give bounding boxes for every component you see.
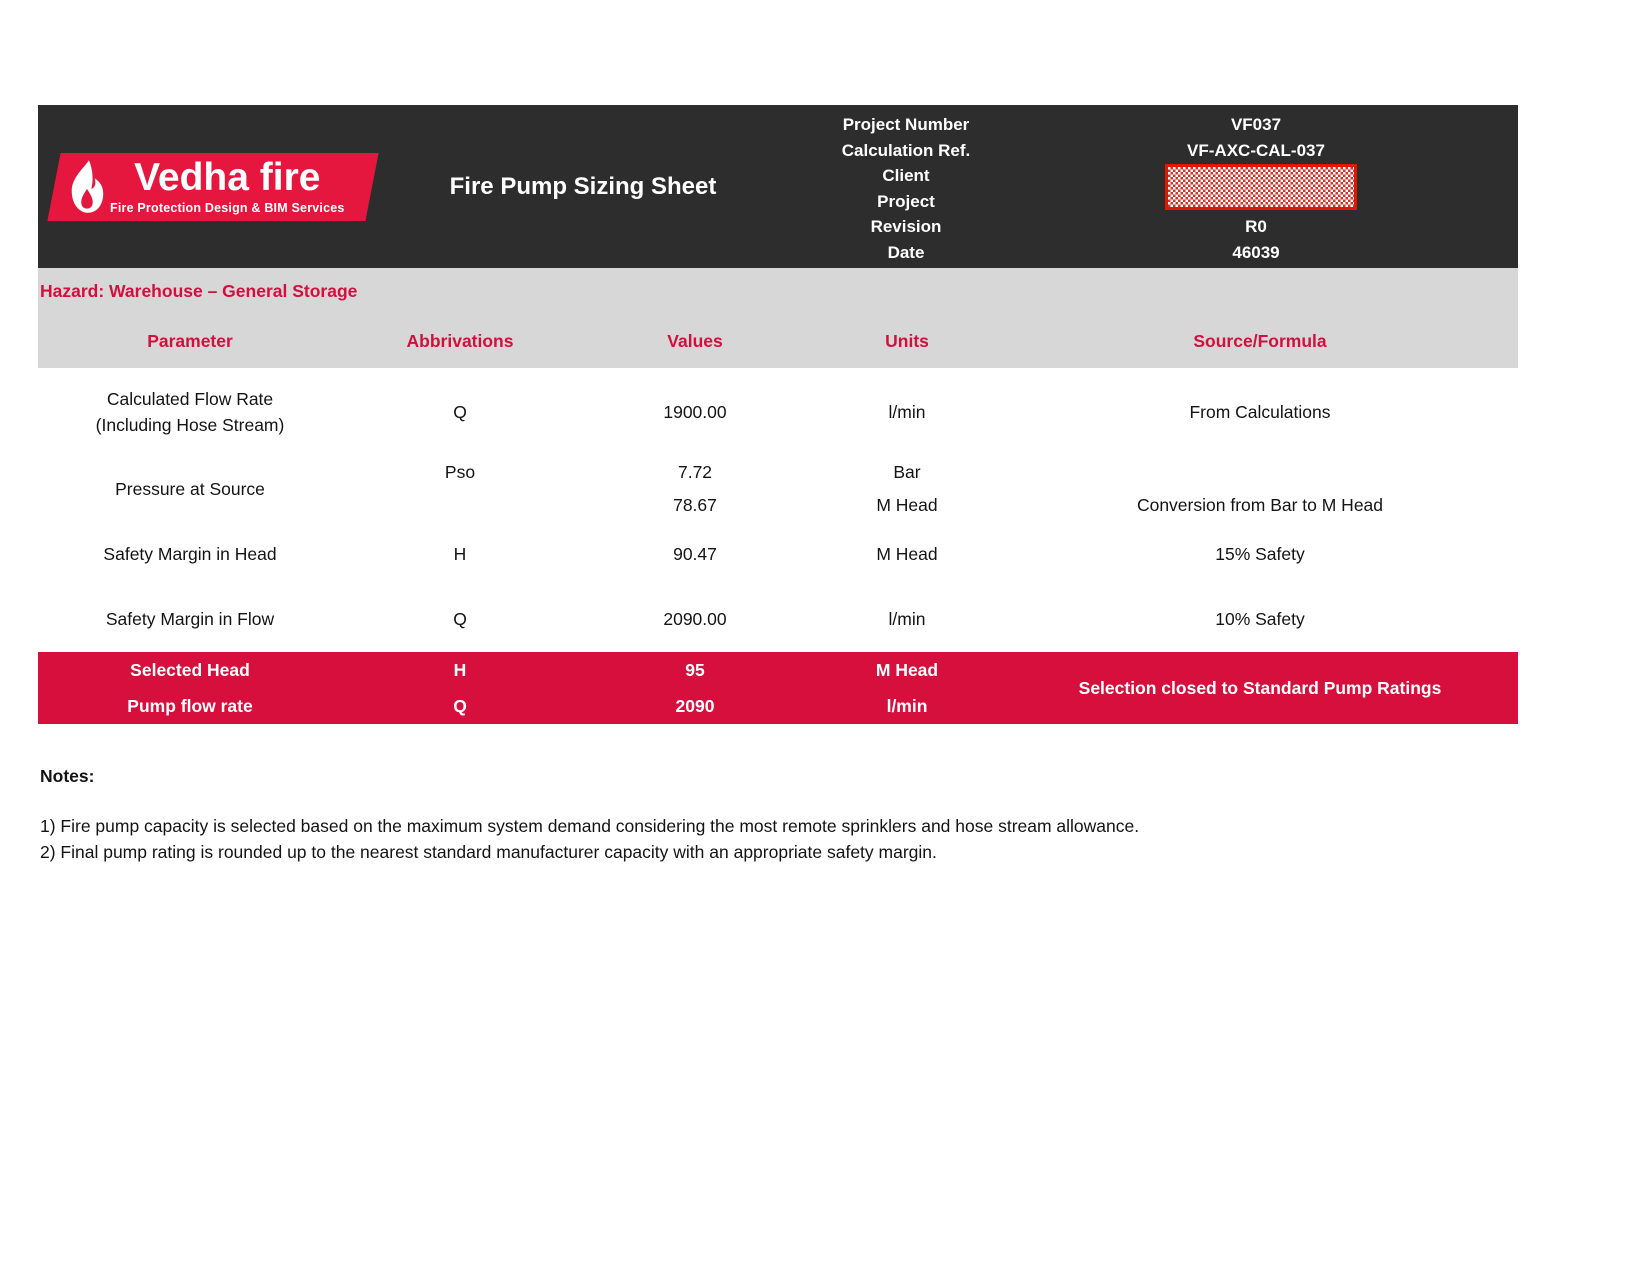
row-value: 90.47 [673,543,717,564]
selected-head-parameter: Selected Head [130,659,250,680]
brand-tagline: Fire Protection Design & BIM Services [110,201,345,215]
row-abbr: Q [453,401,467,422]
row-unit: l/min [888,401,926,422]
row-source: From Calculations [1189,401,1331,422]
header-band [38,105,1518,268]
sheet-content [38,105,1518,865]
row-abbr: Pso [444,462,476,482]
col-header-values: Values [667,330,723,351]
flame-icon [66,159,108,215]
row-abbr: Q [453,608,467,629]
row-source: 15% Safety [1215,543,1305,564]
info-label-date: Date [887,242,925,262]
table-row [38,368,1518,456]
info-label-project: Project [877,191,935,211]
brand-name: Vedha fire [134,156,321,199]
info-label-project-number: Project Number [842,115,970,134]
note-item-1: 1) Fire pump capacity is selected based on the maximum system demand considering the most remote sprinklers and hose stream allowance. [40,816,1140,836]
info-value-project-number: VF037 [1230,115,1282,134]
row-source: Conversion from Bar to M Head [1136,495,1384,515]
pump-flow-rate-unit: l/min [886,695,928,716]
table-row [38,586,1518,652]
row-abbr: H [453,543,467,564]
row-parameter: Pressure at Source [115,478,265,499]
row-value: 1900.00 [663,401,727,422]
client-project-redaction-box [1165,164,1357,210]
table-header-band [38,268,1518,368]
row-value: 78.67 [673,495,717,515]
vedha-fire-logo [54,153,372,221]
row-parameter: Safety Margin in Head [103,543,277,564]
info-label-revision: Revision [870,217,942,237]
row-unit: M Head [876,543,938,564]
selected-head-unit: M Head [875,659,939,680]
row-unit: Bar [893,462,921,482]
selected-head-abbr: H [453,659,467,680]
column-header-row [38,314,1518,368]
table-row [38,522,1518,586]
pump-flow-rate-abbr: Q [453,695,467,716]
notes-section [38,766,1518,865]
selected-head-value: 95 [685,659,705,680]
row-unit: M Head [876,495,938,515]
selected-pump-block [38,652,1518,724]
row-value: 7.72 [677,462,713,482]
table-row [38,456,1518,522]
col-header-source-formula: Source/Formula [1193,330,1327,351]
info-label-client: Client [882,166,930,186]
hazard-label: Hazard: Warehouse – General Storage [40,280,358,301]
row-source: 10% Safety [1215,608,1305,629]
info-label-calculation-ref: Calculation Ref. [841,140,971,160]
row-parameter: Calculated Flow Rate (Including Hose Stream) [95,389,285,435]
col-header-parameter: Parameter [147,330,233,351]
info-value-date: 46039 [1232,242,1280,262]
row-unit: l/min [888,608,926,629]
logo-area [38,105,388,268]
info-value-calculation-ref: VF-AXC-CAL-037 [1187,140,1325,160]
col-header-abbrivations: Abbrivations [406,330,514,351]
pump-flow-rate-value: 2090 [675,695,715,716]
row-value: 2090.00 [663,608,727,629]
col-header-units: Units [885,330,929,351]
pump-flow-rate-parameter: Pump flow rate [127,695,253,716]
info-value-revision: R0 [1245,217,1267,237]
page-title: Fire Pump Sizing Sheet [449,172,717,200]
row-parameter: Safety Margin in Flow [105,608,275,629]
project-info-grid [778,105,1518,268]
notes-heading: Notes: [40,766,95,786]
selected-source-note: Selection closed to Standard Pump Ratings [1078,677,1442,698]
note-item-2: 2) Final pump rating is rounded up to the nearest standard manufacturer capacity with an appropriate safety margin. [40,842,937,862]
